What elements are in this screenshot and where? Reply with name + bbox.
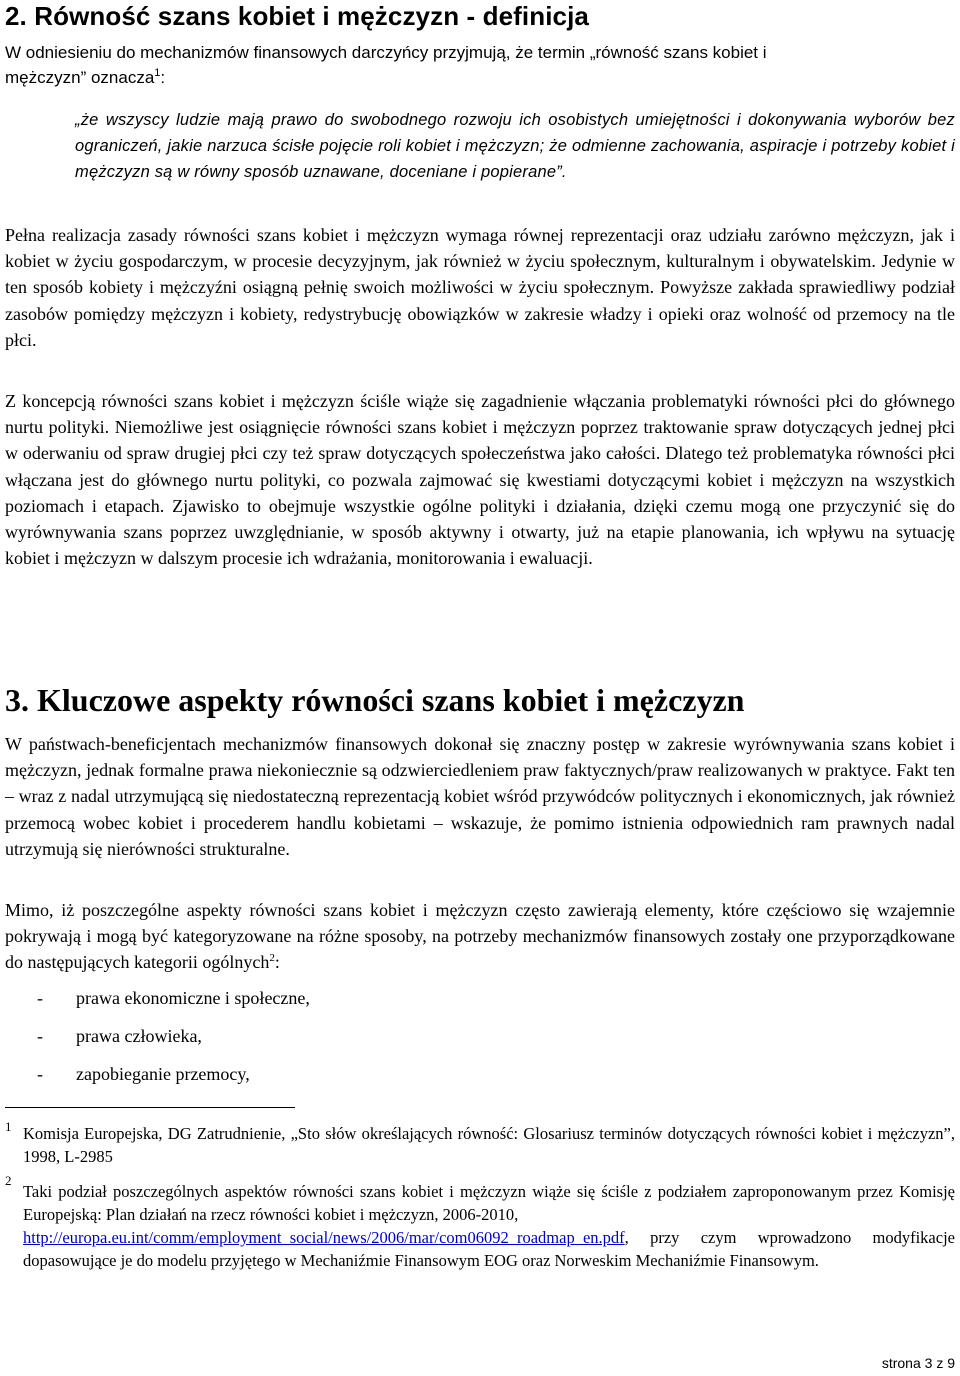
footnote-1 (5, 1119, 955, 1168)
list-item-text: prawa człowieka, (76, 1026, 202, 1046)
section-2-paragraph-2: Z koncepcją równości szans kobiet i mężczyzn ściśle wiąże się zagadnienie włączania problematyki równości płci do głównego nurtu polityki. Niemożliwe jest osiągnięcie równości szans kobiet i mężczyzn poprzez traktowanie spraw dotyczących jednej płci w oderwaniu od spraw drugiej płci czy też spraw dotyczących społeczeństwa jako całości. Dlatego też problematyka równości płci włączana jest do głównego nurtu polityki, co pozwala zajmować się kwestiami dotyczącymi kobiet i mężczyzn na wszystkich poziomach i etapach. Zjawisko to obejmuje wszystkie ogólne polityki i działania, dzięki czemu mogą one przyczynić się do wyrównywania szans poprzez uwzględnianie, w sposób aktywny i otwarty, już na etapie planowania, ich wpływu na sytuację kobiet i mężczyzn w dalszym procesie ich wdrażania, monitorowania i ewaluacji. (5, 391, 955, 569)
section-2-heading: 2. Równość szans kobiet i mężczyzn - definicja (5, 1, 589, 31)
page-number: strona 3 z 9 (881, 1355, 955, 1371)
intro-line-1-text: W odniesieniu do mechanizmów finansowych darczyńcy przyjmują, że termin „równość szans kobiet i (5, 43, 767, 62)
section-3-paragraph-1: W państwach-beneficjentach mechanizmów finansowych dokonał się znaczny postęp w zakresie wyrównywania szans kobiet i mężczyzn, jednak formalne prawa niekoniecznie są odzwierciedleniem praw faktycznych/praw realizowanych w praktyce. Fakt ten – wraz z nadal utrzymującą się niedostateczną reprezentacją kobiet wśród przywódców politycznych i ekonomicznych, jak również przemocą wobec kobiet i procederem handlu kobietami – wskazuje, że pomimo istnienia odpowiednich ram prawnych nadal utrzymują się nierówności strukturalne. (5, 734, 955, 859)
footnote-2-link[interactable]: http://europa.eu.int/comm/employment_social/news/2006/mar/com06092_roadmap_en.pdf (23, 1228, 625, 1247)
footnote-1-number: 1 (5, 1119, 12, 1134)
intro-line-1 (5, 40, 955, 65)
footnote-2-number: 2 (5, 1173, 12, 1188)
section-3-paragraph-2 (5, 897, 955, 976)
section-2-paragraph-1: Pełna realizacja zasady równości szans kobiet i mężczyzn wymaga równej reprezentacji oraz udziału zarówno mężczyzn, jak i kobiet w życiu gospodarczym, w procesie decyzyjnym, jak również w życiu społecznym, kulturalnym i obywatelskim. Jedynie w ten sposób kobiety i mężczyźni osiągną pełnię swoich możliwości w życiu społecznym. Powyższe zakłada sprawiedliwy podział zasobów pomiędzy mężczyzn i kobiety, redystrybucję obowiązków w zakresie władzy i opieki oraz wolność od przemocy na tle płci. (5, 225, 955, 350)
definition-quote: „że wszyscy ludzie mają prawo do swobodnego rozwoju ich osobistych umiejętności i dokonywania wyborów bez ograniczeń, jakie narzuca ścisłe pojęcie roli kobiet i mężczyzn; że odmienne zachowania, aspiracje i potrzeby kobiet i mężczyzn są w równy sposób uznawane, doceniane i popierane”. (75, 111, 955, 181)
intro-line-2-text: mężczyzn” oznacza (5, 68, 155, 87)
footnote-2-body (5, 1180, 955, 1272)
footnote-1-text: Komisja Europejska, DG Zatrudnienie, „Sto słów określających równość: Glosariusz terminów dotyczących równości kobiet i mężczyzn”, 1998, L-2985 (23, 1124, 955, 1166)
section-3-paragraph-2-colon: : (274, 952, 280, 973)
list-dash: - (37, 1064, 43, 1084)
section-3-heading: 3. Kluczowe aspekty równości szans kobiet i mężczyzn (5, 682, 745, 718)
footnote-separator (5, 1107, 295, 1108)
list-dash: - (37, 988, 43, 1008)
intro-line-2-colon: : (160, 68, 166, 87)
footnote-ref-1[interactable]: 1 (154, 67, 161, 79)
intro-line-2 (5, 65, 955, 90)
document-page (5, 0, 955, 1376)
footnote-2-text: Taki podział poszczególnych aspektów równości szans kobiet i mężczyzn wiąże się ściśle z podziałem zaproponowanym przez Komisję Europejską: Plan działań na rzecz równości kobiet i mężczyzn, 2006-2010, (23, 1182, 955, 1224)
list-item-text: prawa ekonomiczne i społeczne, (76, 988, 310, 1008)
list-item-text: zapobieganie przemocy, (76, 1064, 250, 1084)
footnote-2 (5, 1173, 955, 1272)
section-3-paragraph-2-text: Mimo, iż poszczególne aspekty równości szans kobiet i mężczyzn często zawierają elementy, które częściowo się wzajemnie pokrywają i mogą być kategoryzowane na różne sposoby, na potrzeby mechanizmów finansowych zostały one przyporządkowane do następujących kategorii ogólnych (5, 900, 955, 973)
footnote-2-text-end: , przy czym wprowadzono modyfikacje dopasowujące je do modelu przyjętego w Mechaniźmie Finansowym EOG oraz Norweskim Mechaniźmie Finansowym. (23, 1228, 955, 1270)
list-dash: - (37, 1026, 43, 1046)
footnote-ref-2[interactable]: 2 (269, 952, 275, 965)
